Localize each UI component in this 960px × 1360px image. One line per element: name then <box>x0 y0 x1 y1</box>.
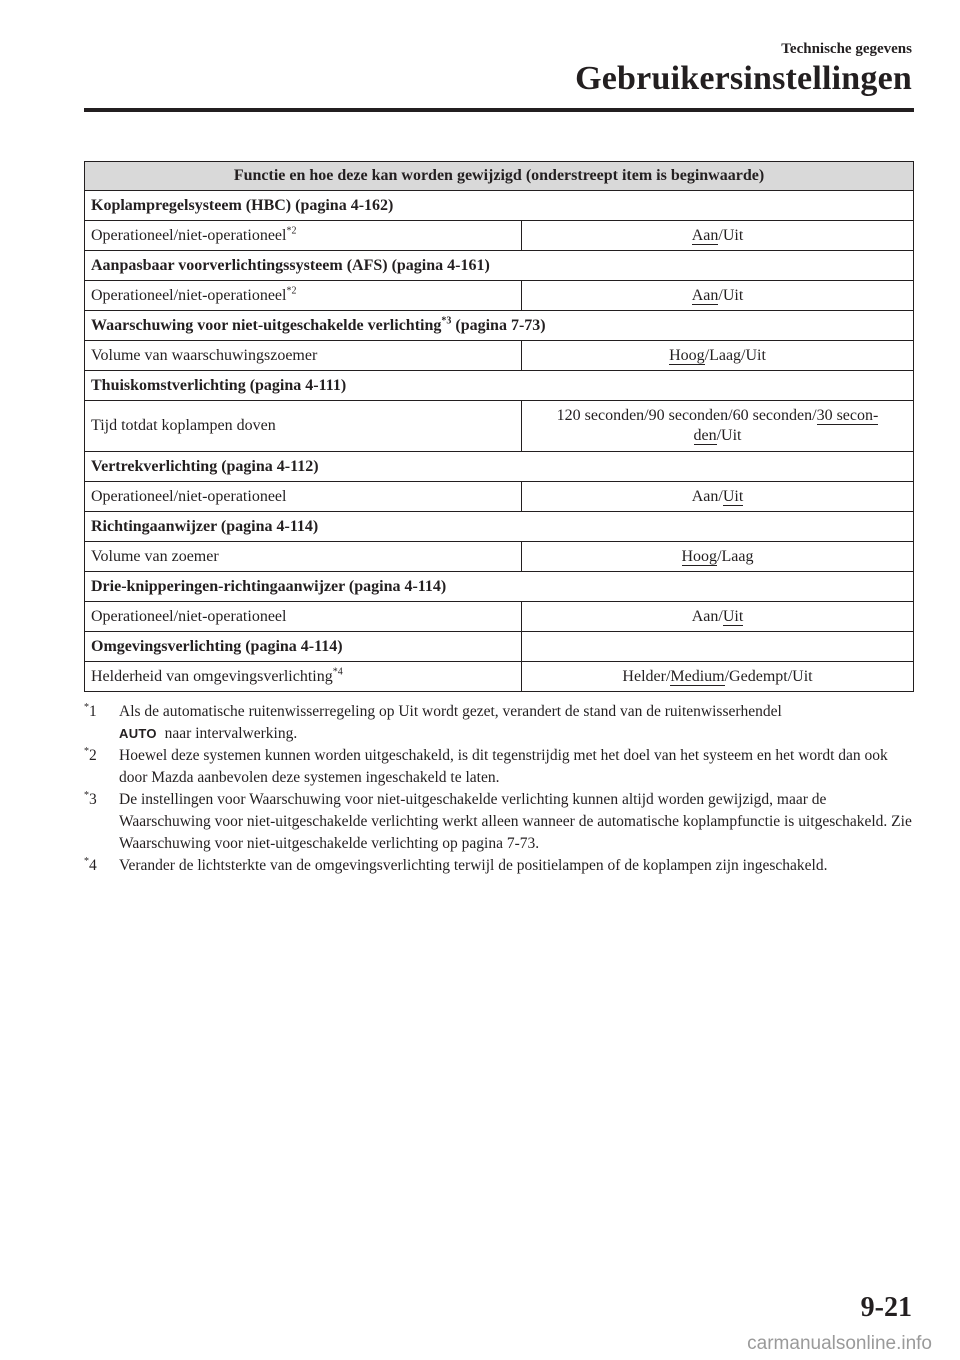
default-value: Aan <box>691 226 719 244</box>
default-value: Uit <box>722 607 744 625</box>
default-value: Hoog <box>681 547 718 565</box>
page-number: 9-21 <box>860 1292 912 1323</box>
table-row <box>85 542 914 572</box>
default-value: Hoog <box>669 346 705 364</box>
setting-label: Helderheid van omgevingsverlichting$^{*4}$ <box>85 662 522 692</box>
setting-value: Aan/Uit <box>522 281 914 311</box>
setting-value: Helder/Medium/Gedempt/Uit <box>522 662 914 692</box>
setting-label: Operationeel/niet-operationeel$^{*2}$ <box>85 221 522 251</box>
group-title: Drie-knipperingen-richtingaanwijzer (pagina 4-114) <box>85 572 914 602</box>
table-heading: Functie en hoe deze kan worden gewijzigd (onderstreept item is beginwaarde) <box>85 162 914 191</box>
default-value: Uit <box>722 487 744 505</box>
setting-value: Hoog/Laag/Uit <box>522 341 914 371</box>
settings-table <box>84 161 914 692</box>
setting-label: Operationeel/niet-operationeel <box>85 482 522 512</box>
setting-value: Aan/Uit <box>522 602 914 632</box>
section-label: Technische gegevens <box>781 41 912 57</box>
setting-value: Hoog/Laag <box>522 542 914 572</box>
footnote-marker: *3 <box>84 789 97 808</box>
group-row <box>85 452 914 482</box>
table-row <box>85 401 914 452</box>
watermark-link[interactable]: carmanualsonline.info <box>747 1333 932 1354</box>
group-title: Thuiskomstverlichting (pagina 4-111) <box>85 371 914 401</box>
default-value: den <box>693 427 717 444</box>
setting-label: Operationeel/niet-operationeel <box>85 602 522 632</box>
auto-wiper-icon: AUTO <box>119 726 157 741</box>
group-row <box>85 311 914 341</box>
page-header <box>575 40 912 98</box>
header-rule <box>84 108 914 112</box>
group-row <box>85 572 914 602</box>
table-row <box>85 221 914 251</box>
group-row <box>85 251 914 281</box>
default-value: 30 secon- <box>816 407 879 424</box>
setting-label: Operationeel/niet-operationeel$^{*2}$ <box>85 281 522 311</box>
footnote: *3 De instellingen voor Waarschuwing voor niet-uitgeschakelde verlichting kunnen altijd worden gewijzigd, maar de Waarschuwing voor niet-uitgeschakelde verlichting werkt alleen wanneer de automatische koplampfunctie is uitgeschakeld. Zie Waarschuwing voor niet-uitgeschakelde verlichting op pagina 7-73. <box>84 789 912 852</box>
setting-label: Tijd totdat koplampen doven <box>85 401 522 452</box>
table-row <box>85 662 914 692</box>
table-row <box>85 482 914 512</box>
footnote-marker: *4 <box>84 855 97 874</box>
footnote: *1 Als de automatische ruitenwisserregeling op Uit wordt gezet, verandert de stand van de ruitenwisserhendel AUTO naar intervalwerking. <box>84 701 914 745</box>
group-row <box>85 512 914 542</box>
setting-value: Aan/Uit <box>522 482 914 512</box>
group-title: Richtingaanwijzer (pagina 4-114) <box>85 512 914 542</box>
group-row <box>85 191 914 221</box>
setting-label: Volume van waarschuwingszoemer <box>85 341 522 371</box>
footnote-marker: *2 <box>84 745 97 764</box>
empty-cell <box>522 632 914 662</box>
footnote: *4 Verander de lichtsterkte van de omgevingsverlichting terwijl de positielampen of de koplampen zijn ingeschakeld. <box>84 855 914 877</box>
group-title: Waarschuwing voor niet-uitgeschakelde verlichting$^{*3}$ (pagina 7-73) <box>85 311 914 341</box>
group-title: Koplampregelsysteem (HBC) (pagina 4-162) <box>85 191 914 221</box>
footnotes <box>84 701 914 877</box>
table-row <box>85 602 914 632</box>
setting-label: Volume van zoemer <box>85 542 522 572</box>
setting-value: 120 seconden/90 seconden/60 seconden/30 secon- den/Uit <box>522 401 914 452</box>
group-title: Omgevingsverlichting (pagina 4-114) <box>85 632 522 662</box>
default-value: Medium <box>670 667 725 685</box>
group-row <box>85 371 914 401</box>
setting-value: Aan/Uit <box>522 221 914 251</box>
footnote-marker: *1 <box>84 701 97 720</box>
group-title: Aanpasbaar voorverlichtingssysteem (AFS) (pagina 4-161) <box>85 251 914 281</box>
group-row <box>85 632 914 662</box>
table-row <box>85 341 914 371</box>
page-title: Gebruikersinstellingen <box>575 60 912 97</box>
default-value: Aan <box>691 286 719 304</box>
table-heading-row <box>85 162 914 191</box>
group-title: Vertrekverlichting (pagina 4-112) <box>85 452 914 482</box>
footnote: *2 Hoewel deze systemen kunnen worden uitgeschakeld, is dit tegenstrijdig met het doel van het systeem en het wordt dan ook door Mazda aanbevolen deze systemen ingeschakeld te laten. <box>84 745 888 786</box>
table-row <box>85 281 914 311</box>
